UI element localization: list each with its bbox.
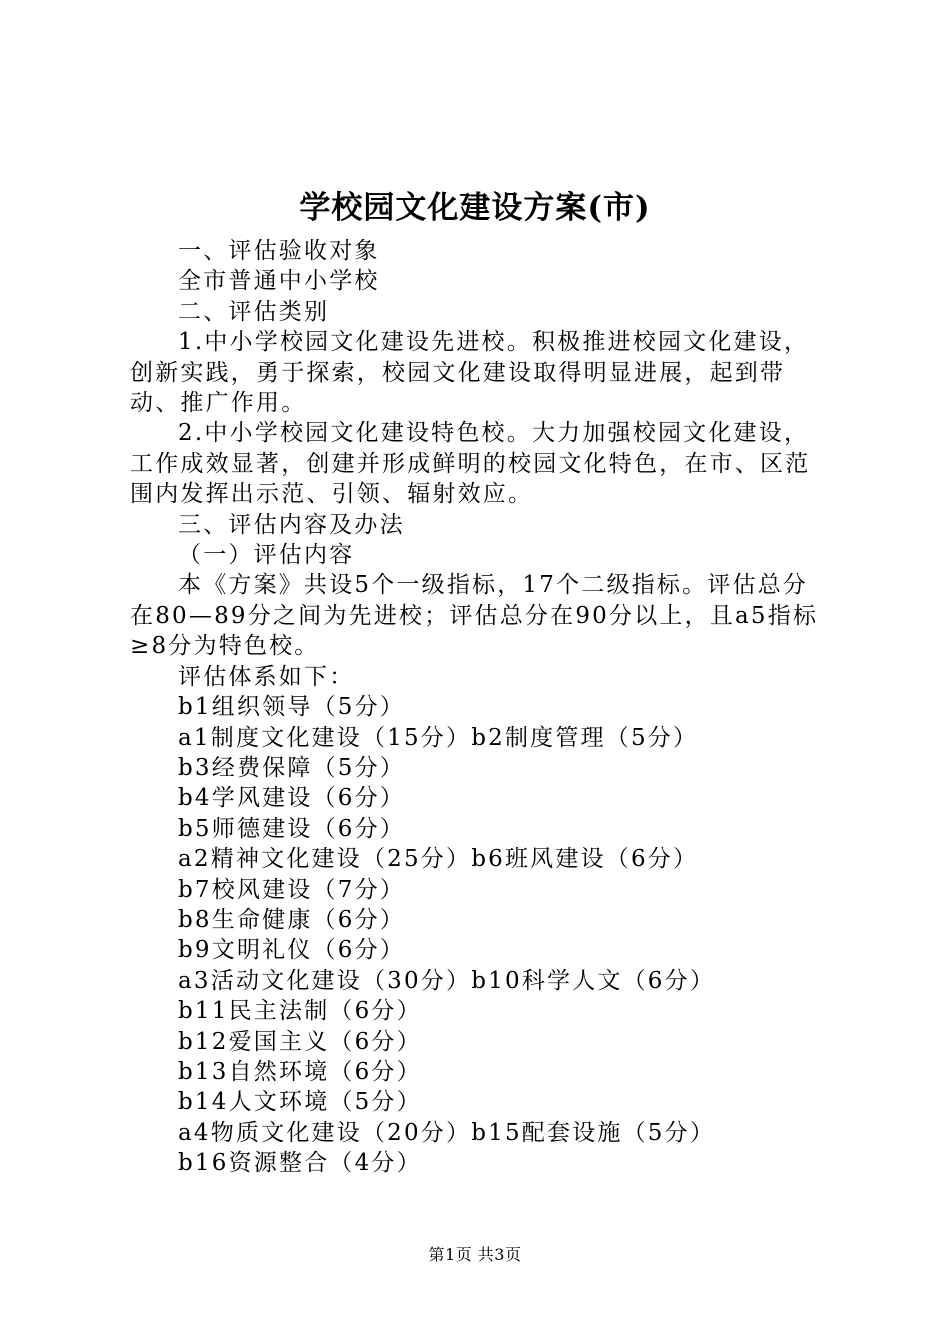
index-line: a3活动文化建设（30分）b10科学人文（6分）	[178, 967, 716, 994]
index-line: b8生命健康（6分）	[178, 906, 405, 933]
paragraph-category-featured-school: 2.中小学校园文化建设特色校。大力加强校园文化建设，工作成效显著，创建并形成鲜明的校园文化特色，在市、区范围内发挥出示范、引领、辐射效应。	[130, 420, 811, 508]
paragraph-scoring-rules: 本《方案》共设5个一级指标，17个二级指标。评估总分在80—89分之间为先进校；评估总分在90分以上，且a5指标≥8分为特色校。	[130, 572, 819, 660]
index-line: b13自然环境（6分）	[178, 1058, 422, 1085]
index-line: b14人文环境（5分）	[178, 1089, 422, 1116]
index-line: b3经费保障（5分）	[178, 754, 405, 781]
paragraph-targets: 全市普通中小学校	[178, 268, 380, 295]
index-line: b16资源整合（4分）	[178, 1150, 422, 1177]
document-title: 学校园文化建设方案(市)	[299, 190, 651, 226]
paragraph-system-intro: 评估体系如下：	[178, 663, 355, 690]
index-line: a2精神文化建设（25分）b6班风建设（6分）	[178, 846, 699, 873]
section-heading-evaluation-targets: 一、评估验收对象	[178, 238, 380, 264]
index-line: a4物质文化建设（20分）b15配套设施（5分）	[178, 1119, 716, 1146]
subsection-heading-evaluation-content: （一）评估内容	[178, 542, 355, 569]
index-line: b7校风建设（7分）	[178, 876, 405, 903]
index-line: b9文明礼仪（6分）	[178, 937, 405, 964]
document-body	[130, 236, 830, 1179]
index-line: b12爱国主义（6分）	[178, 1028, 422, 1055]
section-heading-content-and-methods: 三、评估内容及办法	[178, 511, 405, 538]
page-footer: 第1页 共3页	[428, 1245, 522, 1264]
index-line: a1制度文化建设（15分）b2制度管理（5分）	[178, 724, 699, 751]
index-line: b1组织领导（5分）	[178, 694, 405, 721]
index-line: b11民主法制（6分）	[178, 998, 422, 1025]
index-line: b4学风建设（6分）	[178, 785, 405, 812]
index-list	[130, 692, 830, 1179]
section-heading-evaluation-categories: 二、评估类别	[178, 298, 330, 325]
index-line: b5师德建设（6分）	[178, 815, 405, 842]
paragraph-category-advanced-school: 1.中小学校园文化建设先进校。积极推进校园文化建设，创新实践，勇于探索，校园文化建设取得明显进展，起到带动、推广作用。	[130, 329, 810, 417]
